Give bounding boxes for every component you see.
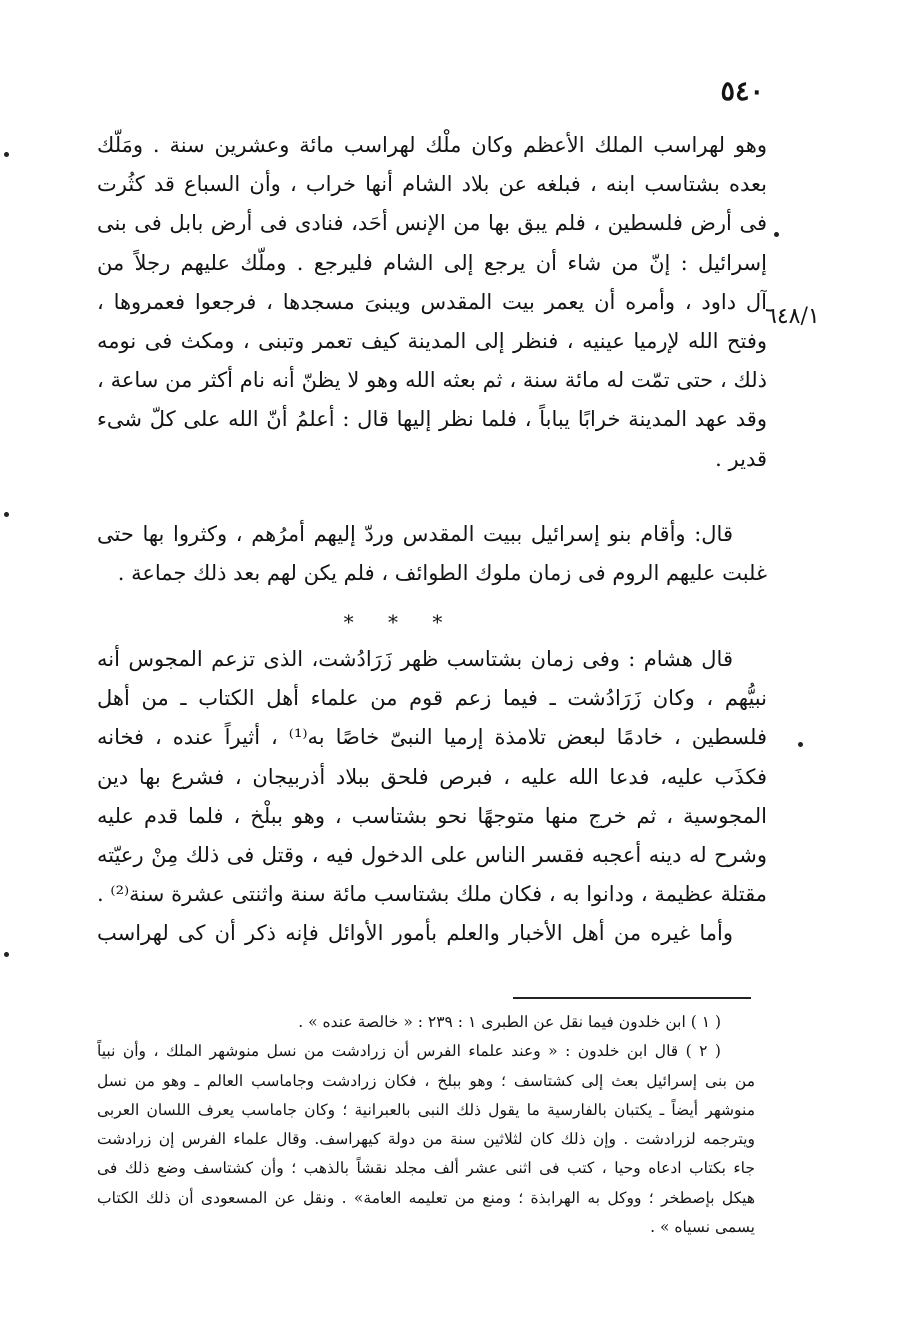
footnote-line: من بنى إسرائيل بعث إلى كشتاسف ؛ وهو ببلخ ، فكان زرادشت وجاماسب العالم ـ وهو من نسل [97,1071,755,1090]
margin-reference: ٦٤٨/١ [765,304,820,329]
text-line: وفتح الله لإرميا عينيه ، فنظر إلى المدينة كيف تعمر وتبنى ، ومكث فى نومه [97,328,767,353]
margin-dot-right-middle [798,742,803,747]
text-line: بعده بشتاسب ابنه ، فبلغه عن بلاد الشام أنها خراب ، وأن السباع قد كثُرت [97,172,767,197]
footnote-line: ويترجمه لزرادشت . وإن ذلك كان لثلاثين سنة من دولة كيهراسف. وقال علماء الفرس إن زرادشت [97,1130,755,1149]
body-paragraph-1 [97,126,767,479]
text-line: وأما غيره من أهل الأخبار والعلم بأمور الأوائل فإنه ذكر أن كى لهراسب [97,921,733,946]
text-line: وهو لهراسب الملك الأعظم وكان ملْك لهراسب مائة وعشرين سنة . ومَلّك [97,133,767,157]
footnote-line: هيكل بإصطخر ؛ ووكل به الهرابذة ؛ ومنع من تعليمه العامة» . ونقل عن المسعودى أن ذلك الكتاب [97,1188,755,1207]
margin-dot-top-left [4,152,9,157]
section-separator: * * * [343,610,457,634]
text-line: نبيُّهم ، وكان زَرَادُشت ـ فيما زعم قوم من علماء أهل الكتاب ـ من أهل [97,686,767,711]
page-number: ٥٤٠ [720,76,764,107]
body-paragraph-3 [97,640,767,954]
margin-dot-left-middle [4,512,9,517]
text-line: غلبت عليهم الروم فى زمان ملوك الطوائف ، فلم يكن لهم بعد ذلك جماعة . [117,561,767,586]
text-line: آل داود ، وأمره أن يعمر بيت المقدس ويبنىَ مسجدها ، فرجعوا فعمروها ، [97,289,767,314]
text-line: وشرح له دينه أعجبه فقسر الناس على الدخول فيه ، وقتل فى ذلك مِنْ رعيّته [97,842,767,867]
body-paragraph-2 [97,515,767,593]
text-line: ذلك ، حتى تمّت له مائة سنة ، ثم بعثه الله وهو لا يظنّ أنه نام أكثر من ساعة ، [97,368,767,393]
text-line: قدير . [715,446,767,471]
footnote-divider [513,997,751,999]
text-line: فلسطين ، خادمًا لبعض تلامذة إرميا النبىّ خاصًا به⁽¹⁾ ، أثيراً عنده ، فخانه [97,725,767,750]
text-line: إسرائيل : إنّ من شاء أن يرجع إلى الشام فليرجع . وملّك عليهم رجلاً من [97,250,767,275]
margin-dot-right-upper [774,232,779,237]
text-line: قال: وأقام بنو إسرائيل ببيت المقدس وردّ إليهم أمرُهم ، وكثروا بها حتى [97,522,733,546]
text-line: وقد عهد المدينة خرابًا يباباً ، فلما نظر إليها قال : أعلمُ أنّ الله على كلّ شىء [97,407,767,432]
text-line: المجوسية ، ثم خرج منها متوجهًا نحو بشتاسب ، وهو ببلْخ ، فلما قدم عليه [97,803,767,828]
margin-dot-left-lower [4,952,9,957]
footnote-line: ( ٢ ) قال ابن خلدون : « وعند علماء الفرس أن زرادشت من نسل منوشهر الملك ، وأن نبياً [97,1042,721,1061]
text-line: مقتلة عظيمة ، ودانوا به ، فكان ملك بشتاسب مائة سنة واثنتى عشرة سنة⁽²⁾ . [97,882,767,907]
text-line: فكذَب عليه، فدعا الله عليه ، فبرص فلحق ببلاد أذربيجان ، فشرع بها دين [97,764,767,789]
text-line: فى أرض فلسطين ، فلم يبق بها من الإنس أحَد، فنادى فى أرض بابل فى بنى [97,211,767,236]
text-line: قال هشام : وفى زمان بشتاسب ظهر زَرَادُشت، الذى تزعم المجوس أنه [97,647,733,671]
footnotes [97,1008,755,1242]
footnote-line: جاء بكتاب ادعاه وحيا ، كتب فى اثنى عشر ألف مجلد نقشاً بالذهب ؛ وأن كشتاسف وضع ذلك فى [97,1159,755,1178]
footnote-line: ( ١ ) ابن خلدون فيما نقل عن الطبرى ١ : ٢٣٩ : « خالصة عنده » . [298,1013,721,1031]
footnote-line: يسمى نسياه » . [650,1218,755,1237]
footnote-line: منوشهر أيضاً ـ يكتبان بالفارسية ما يقول ذلك النبى بالعبرانية ؛ وكان جاماسب يعرف اللسان العربى [97,1100,755,1119]
